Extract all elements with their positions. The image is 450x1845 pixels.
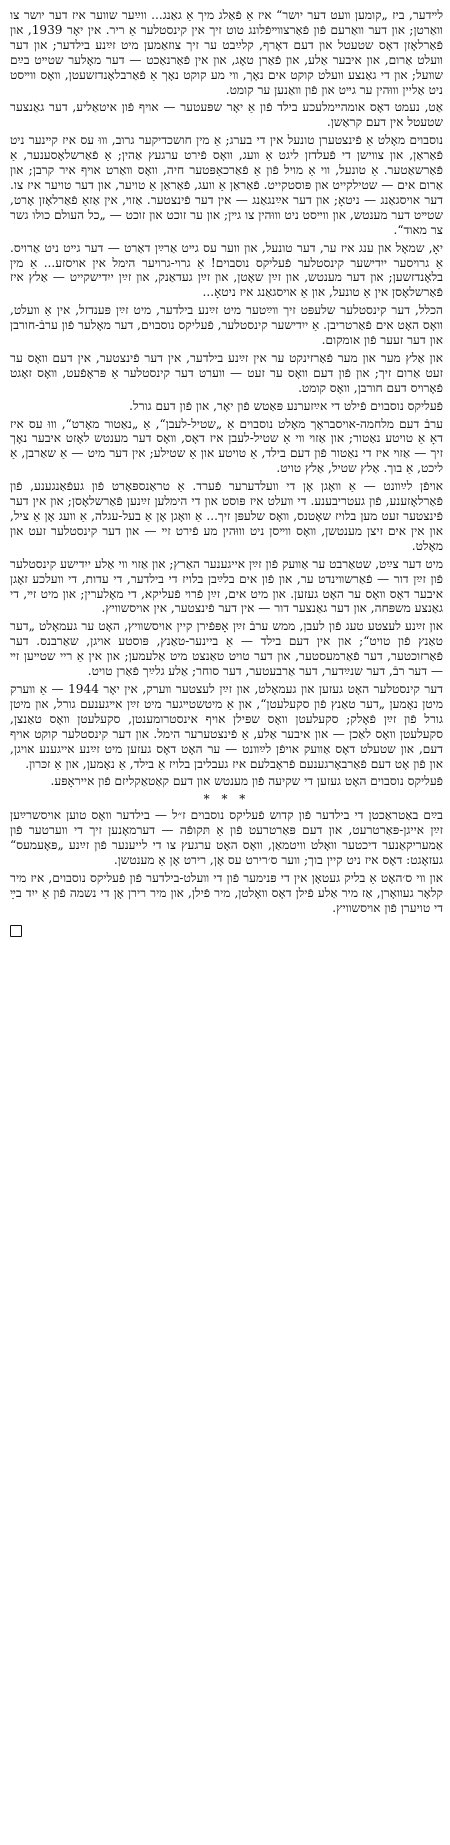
paragraph: לײדער, ביז „קומען װעט דער יושר“ איז אַ פֿאַלג מיך אַ גאַנג... װײַער שװער איז דער יושר צו װאַרטן; און דער װאַרעם פֿון פֿאַרצװײפֿלונג טוט זיך אין קינסטלער אַ ריר. אין יאָר 1939, און פֿאַרלאָזן דאָס שטעטל און דעם דאָרף, קלײַבט ער זיך צוזאַמען מיט זײַנע בילדער; און דער װעלט אַרום, און איבער אַלע, און פֿאַרן טאָג, און אין פֿאַרנאַכט — דער מאָלער שטײט בײַם שװעל; און די גאַנצע װעלט קוקט אים נאָך, װי מע קוקט נאָך אַ פֿאַרבלאָנדזשעטן, װאָס װײסט ניט אַליין װוּהין ער גײט און פֿון װאַנען ער קומט. — [10, 8, 443, 97]
paragraph: און זײַנע לעצטע טעג פֿון לעבן, ממש ערבֿ זײַן אָפּפֿירן קיין אויסשװיץ, האָט ער געמאָלט „דער טאַנץ פֿון טויט“; און אין דעם בילד — אַ ביינער-טאַנץ, פּוסטע אויגן, שאַרבנס. דער פֿאַרזוכטער, דער פֿאַרמעסטער, און דער טויט טאַנצט מיט אַלעמען; און אין אַ ריי שטײען זײ — דער רבֿ, דער שנײַדער, דער אַרבעטער, דער סוחר; אַלע גלײַך פֿאַרן טויט. — [10, 619, 443, 679]
end-of-article-icon — [10, 925, 22, 937]
paragraph: אויפֿן לײַװנט — אַ װאָגן אָן די װעלדערער פֿערד. אַ טראַנספּאָרט פֿון געפֿאַנגענע, פֿון פֿאַרלאָזענע, פֿון געטריבענע. די װעלט איז פּוסט און די הימלען זײַנען פֿאַרשלאָסן; און אין דער פֿינצטער זעט מען בלויז שאָטנס, װאָס שלעפּן זיך... אַ װאָגן אָן אַ בעל-עגלה, אַ װעג אָן אַ ציל, און אין אים זיצן מענטשן, װאָס װײסן ניט װוּהין מע פֿירט זײ — און דער קינסטלער זעט און מאָלט. — [10, 479, 443, 553]
paragraph: הכלל, דער קינסטלער שלעפּט זיך װײַטער מיט זײַנע בילדער, מיט זײַן פּענדזל, אין אַ װעלט, װאָס האָט אים פֿאַרטריבן. אַ ייִדישער קינסטלער, פֿעליקס נוסבוים, דער מאָלער פֿון ערבֿ-חורבן און דער זעער פֿון אומקום. — [10, 303, 443, 348]
paragraph: נוסבוים מאָלט אַ פֿינצטערן טונעל אין די בערג; אַ מין חושכדיקער גרוב, װוּ עס איז קײנער ניט פֿאַראַן, און צװישן די פֿעלדזן ליגט אַ װעג, װאָס פֿירט ערגעץ אַהין; אַ פֿאַרשלאָסענער, אַ פֿאַרשאַטער. אַ טונעל, װי אַ מויל פֿון אַ פֿאַרכאַפּטער חיה, װאָס װאַרט אויף איר קרבן; און אַרום אים — שטילקייט און פּוסטקייט. פֿאַראַן אַ װעג, פֿאַראַן אַ טויער, און דער טויער איז צו. דער אויסגאַנג — ניטאָ; און דער אײַנגאַנג — אין דער פֿינצטער. אַזױ, אין אַזאַ פֿאַרלאָזן אָרט, שטײט דער מענטש, און װײסט ניט װוּהין צו גײן; און ער זוכט און זוכט — „כל העולם כולו גשר צר מאוד“. — [10, 133, 443, 237]
paragraph: פֿעליקס נוסבוים האָט געזען די שקיעה פֿון מענטש און דעם קאַטאַקליזם פֿון אייראָפּע. — [50, 774, 443, 789]
paragraph: ערבֿ דעם מלחמה-אויסבראָך מאָלט נוסבוים אַ „שטיל-לעבן“, אַ „נאַטור מאָרט“, װוּ עס איז דאָ אַ טויטע נאַטור; און אַזױ װי אַ שטיל-לעבן איז דאָס, װאָס דער מענטש לאָזט איבער נאָך זיך — אַזױ איז די נאַטור פֿון דעם בילד, אַ טויטע און אַ שטילע; אין דער מיט — אַ שאַרבן, אַ ליכט, אַ בוך. אַלץ שטיל, אַלץ טויט. — [10, 416, 443, 476]
paragraph: מיט דער צײַט, שטאַרבט ער אַװעק פֿון זײַן אייגענער האַרץ; און אַזױ װי אַלע ייִדישע קינסטלער פֿון זײַן דור — פֿאַרשװינדט ער, און פֿון אים בלײַבן בלויז די בילדער, די עדות, די װעלכע זאָגן איבער דאָס װאָס ער האָט געזען. און מיט אים, זײַן פֿרױ פֿעליקא, די מאָלערין; און מיט זײ, די גאַנצע משפּחה, און דער גאַנצער דור — אין דער פֿינצטער, אין אויסשװיץ. — [10, 556, 443, 616]
paragraph: אַט, נעמט דאָס אומהײמלעכע בילד פֿון אַ יאָר שפּעטער — אויף פֿון איטאַליע, דער גאַנצער שטעטל אין דעם קראַשן. — [10, 100, 443, 130]
paragraph: און אַלץ מער און מער פֿאַרזינקט ער אין זײַנע בילדער, אין דער פֿינצטער, אין דעם װאָס ער זעט אַרום זיך; און פֿון דעם װאָס ער זעט — װערט דער קינסטלער אַ פּראָפֿעט, װאָס זאָגט פֿאָרױס דעם חורבן, װאָס קומט. — [10, 350, 443, 395]
paragraph: דער קינסטלער האָט געזען און געמאָלט, און זײַן לעצטער װערק, אין יאָר 1944 — אַ װערק מיטן נאָמען „דער טאַנץ פֿון סקעלעטן“, און אַ מיטשטײגער מיט זײַן אײגענעם גורל, און מיטן גורל פֿון זײַן פֿאָלק; סקעלעטן װאָס שפּילן אויף אינסטרומענטן, סקעלעטן װאָס טאַנצן, סקעלעטן װאָס לאַכן — און איבער אַלע, אַ פֿינצטערער הימל. און דער קינסטלער קוקט אויף דעם, און שטעלט דאָס אַװעק אויפֿן לײַװנט — ער האָט דאָס געזען מיט זײַנע אייגענע אויגן, און פֿון אָט דעם פֿאַרבאָרגענעם פֿראָבלעם איז געבליבן בלויז אַ בילד, אַ נאָמען, און אַ זכּרון. — [10, 681, 443, 771]
paragraph: בײַם באַטראַכטן די בילדער פֿון קדוש פֿעליקס נוסבוים ז״ל — בילדער װאָס טוען אויסשרײַען זײַן אייגן-פּאַרטרעט, און דעם פּאַרטרעט פֿון אַ תּקופֿה — דערמאָנען זיך די װערטער פֿון אַמעריקאַנער דיכטער װאָלט װיטמאַן, װאָס האָט ערגעץ צו די לייענער פֿון זײַנע „פּאָעמעס“ געזאָגט: דאָס איז ניט קיין בוך; װער ס׳רירט עס אָן, רירט אָן אַ מענטשן. — [10, 808, 443, 868]
paragraph: פֿעליקס נוסבוים פֿילט די אײַזערנע פּאַטש פֿון יאָר, און פֿון דעם גורל. — [129, 398, 443, 413]
section-divider: * * * — [203, 792, 250, 807]
paragraph: יאָ, שמאָל און ענג איז ער, דער טונעל, און װער עס גײט אַרײַן דאַרט — דער גײט ניט אַרויס. אַ גרױסער ייִדישער קינסטלער פֿעליקס נוסבוים! אַ גרױ-גרױער הימל אין אויסזע... אַ מין בלאָנדזשען; און דער מענטש, און זײַן שאָטן, און זײַן געדאַנק, און זײַן ייִדישקייט — אַלץ איז פֿאַרשלאָסן אין אַ טונעל, און אַ אויסגאַנג איז ניטאָ... — [10, 240, 443, 300]
paragraph: און װי ס׳האָט אַ בליק געטאָן אין די פּנימער פֿון די װעלט-בילדער פֿון פֿעליקס נוסבוים, איז מיר קלאָר געװאָרן, אַז מיר אַלע פֿילן דאָס װאָלטן, מיר פֿילן, און מיר רירן אָן די נשמה פֿון אַ ייִד בײַ די טויערן פֿון אויסשװיץ. — [10, 870, 443, 915]
